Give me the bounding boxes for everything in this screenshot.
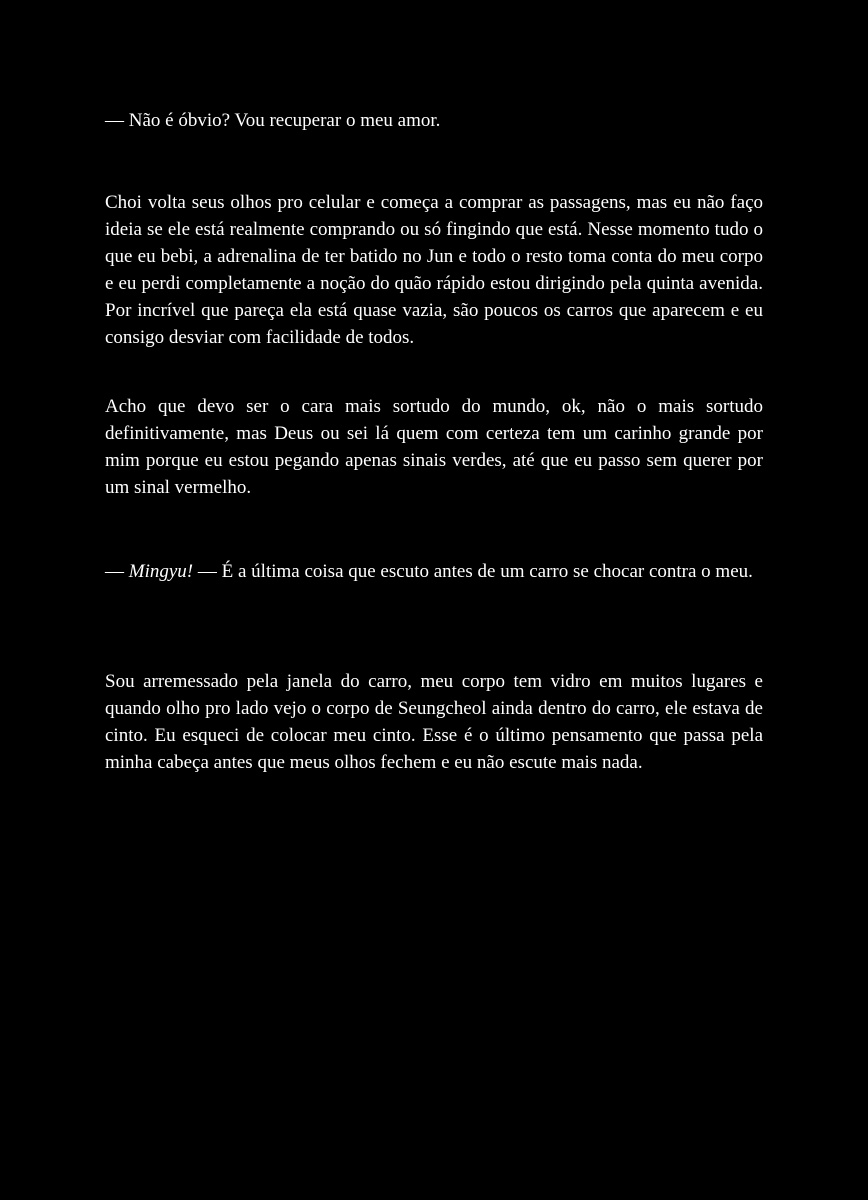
narration-paragraph: Acho que devo ser o cara mais sortudo do mundo, ok, não o mais sortudo definitivamente, mas Deus ou sei lá quem com certeza tem um carinho grande por mim porque eu estou pegando apenas sinais verdes, até que eu passo sem querer por um sinal vermelho.: [105, 396, 763, 498]
dialogue-line: [105, 558, 763, 585]
narration-paragraph: Choi volta seus olhos pro celular e começa a comprar as passagens, mas eu não faço ideia se ele está realmente comprando ou só fingindo que está. Nesse momento tudo o que eu bebi, a adrenalina de ter batido no Jun e todo o resto toma conta do meu corpo e eu perdi completamente a noção do quão rápido estou dirigindo pela quinta avenida. Por incrível que pareça ela está quase vazia, são poucos os carros que aparecem e eu consigo desviar com facilidade de todos.: [105, 192, 763, 348]
narration-paragraph: Sou arremessado pela janela do carro, meu corpo tem vidro em muitos lugares e quando olho pro lado vejo o corpo de Seungcheol ainda dentro do carro, ele estava de cinto. Eu esqueci de colocar meu cinto. Esse é o último pensamento que passa pela minha cabeça antes que meus olhos fechem e eu não escute mais nada.: [105, 671, 763, 773]
shouted-name: Mingyu!: [128, 561, 194, 582]
dialogue-line: — Não é óbvio? Vou recuperar o meu amor.: [105, 110, 441, 131]
dialogue-rest: — É a última coisa que escuto antes de um carro se chocar contra o meu.: [193, 561, 753, 582]
dialogue-dash: —: [105, 561, 129, 582]
